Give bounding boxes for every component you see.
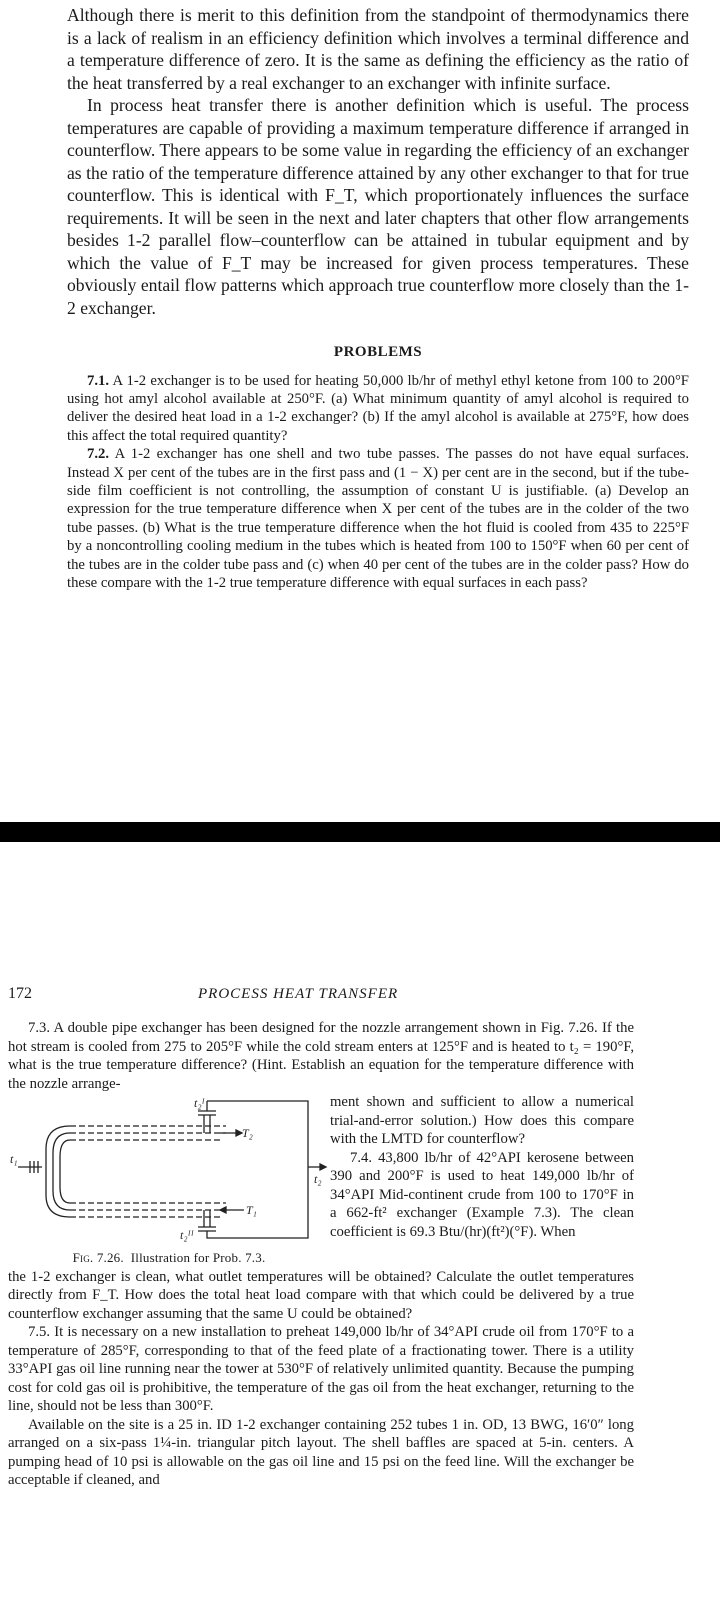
running-head: PROCESS HEAT TRANSFER [198, 986, 399, 1002]
page-number: 172 [8, 985, 32, 1002]
problem-7-4-cont: the 1-2 exchanger is clean, what outlet temperatures will be obtained? Calculate the outlet temperatures directly from F_T. How does the total heat load compare with that which could be delivered by a true counterflow exchanger assuming that the same U could be obtained? [8, 1268, 634, 1322]
problem-number: 7.2. [87, 446, 110, 463]
upper-page [67, 4, 689, 592]
label-T1: T₁ [246, 1203, 257, 1217]
label-t1: t₁ [10, 1152, 18, 1166]
problem-text: A 1-2 exchanger is to be used for heating 50,000 lb/hr of methyl ethyl ketone from 100 to 200°F using hot amyl alcohol available at 250°F. (a) What minimum quantity of amyl alcohol is required to deliver the desired heat load in a 1-2 exchanger? (b) If the amyl alcohol is available at 275°F, how does this affect the total required quantity? [67, 372, 689, 444]
problem-7-3-side: ment shown and sufficient to allow a numerical trial-and-error solution.) How does this compare with the LMTD for counterflow? [330, 1094, 634, 1147]
label-t2: t₂ [314, 1172, 322, 1186]
problem-text: A 1-2 exchanger has one shell and two tube passes. The passes do not have equal surfaces. Instead X per cent of the tubes are in the first pass and (1 − X) per cent are in the second, but if the tube-side film coefficient is not controlling, the assumption of constant U is justifiable. (a) Develop an expression for the true temperature difference when X per cent of the tubes are in the colder of the two tube passes. (b) What is the true temperature difference when the hot fluid is cooled from 435 to 225°F by a noncontrolling cooling medium in the tubes which is heated from 100 to 150°F when 60 per cent of the tubes are in the colder tube pass and (c) when 40 per cent of the tubes are in the colder pass? How do these compare with the 1-2 true temperature difference with equal surfaces in each pass? [67, 446, 689, 591]
problem-7-2 [67, 445, 689, 592]
paragraph-process-definition: In process heat transfer there is another definition which is useful. The process temperatures are capable of providing a maximum temperature difference if arranged in counterflow. There appears to be some value in regarding the efficiency of an exchanger as the ratio of the temperature difference attained by any other exchanger to that for true counterflow. This is identical with F_T, which proportionately influences the surface requirements. It will be seen in the next and later chapters that other flow arrangements besides 1-2 parallel flow–counterflow can be attained in tubular equipment and by which the value of F_T may be increased for given process temperatures. These obviously entail flow patterns which approach true counterflow more closely than the 1-2 exchanger. [67, 95, 689, 318]
problem-7-1 [67, 372, 689, 446]
paragraph-efficiency-definition: Although there is merit to this definition from the standpoint of thermodynamics there is a lack of realism in an efficiency definition which involves a terminal difference and a temperature difference of zero. It is the same as defining the efficiency as the ratio of the heat transferred by a real exchanger to an exchanger with infinite surface. [67, 5, 689, 93]
figure-side-text [330, 1093, 634, 1268]
page-separator [0, 822, 720, 842]
label-t2-top: t₂ᴵ [194, 1096, 205, 1110]
label-T2: T₂ [242, 1126, 253, 1140]
label-t2-bottom: t₂ᴵᴵ [180, 1228, 194, 1242]
lower-page [8, 985, 634, 1490]
page-header [8, 985, 634, 1007]
figure-label: Fig. 7.26. [72, 1250, 124, 1265]
problem-7-5-cont: Available on the site is a 25 in. ID 1-2 exchanger containing 252 tubes 1 in. OD, 13 BWG, 16′0″ long arranged on a six-pass 1¼-in. triangular pitch layout. The shell baffles are spaced at 5-in. centers. A pumping head of 10 psi is allowable on the gas oil line and 15 psi on the feed line. Will the exchanger be acceptable if cleaned, and [8, 1416, 634, 1488]
figure-row [8, 1093, 634, 1268]
problem-7-3-intro: 7.3. A double pipe exchanger has been designed for the nozzle arrangement shown in Fig. 7.26. If the hot stream is cooled from 275 to 205°F while the cold stream enters at 125°F and is heated to t₂ = 190°F, what is the true temperature difference? (Hint. Establish an equation for the temperature difference with the nozzle arrange- [8, 1020, 634, 1092]
figure-caption [8, 1249, 330, 1268]
problem-7-5: 7.5. It is necessary on a new installation to preheat 149,000 lb/hr of 34°API crude oil from 170°F to a temperature of 285°F, corresponding to that of the feed plate of a fractionating tower. There is a utility 33°API gas oil line running near the tower at 530°F of relatively unlimited quantity. Because the pumping cost for cold gas oil is prohibitive, the temperature of the gas oil from the heat exchanger, returning to the line, should not be less than 300°F. [8, 1324, 634, 1414]
double-pipe-exchanger-diagram [8, 1093, 330, 1245]
figure-7-26 [8, 1093, 330, 1268]
problem-7-4-side: 7.4. 43,800 lb/hr of 42°API kerosene between 390 and 200°F is used to heat 149,000 lb/hr of 34°API Mid-continent crude from 100 to 170°F in a 662-ft² exchanger (Example 7.3). The clean coefficient is 69.3 Btu/(hr)(ft²)(°F). When [330, 1149, 634, 1240]
figure-caption-text: Illustration for Prob. 7.3. [130, 1250, 266, 1265]
problem-number: 7.1. [87, 372, 110, 389]
problems-heading: PROBLEMS [333, 344, 423, 360]
